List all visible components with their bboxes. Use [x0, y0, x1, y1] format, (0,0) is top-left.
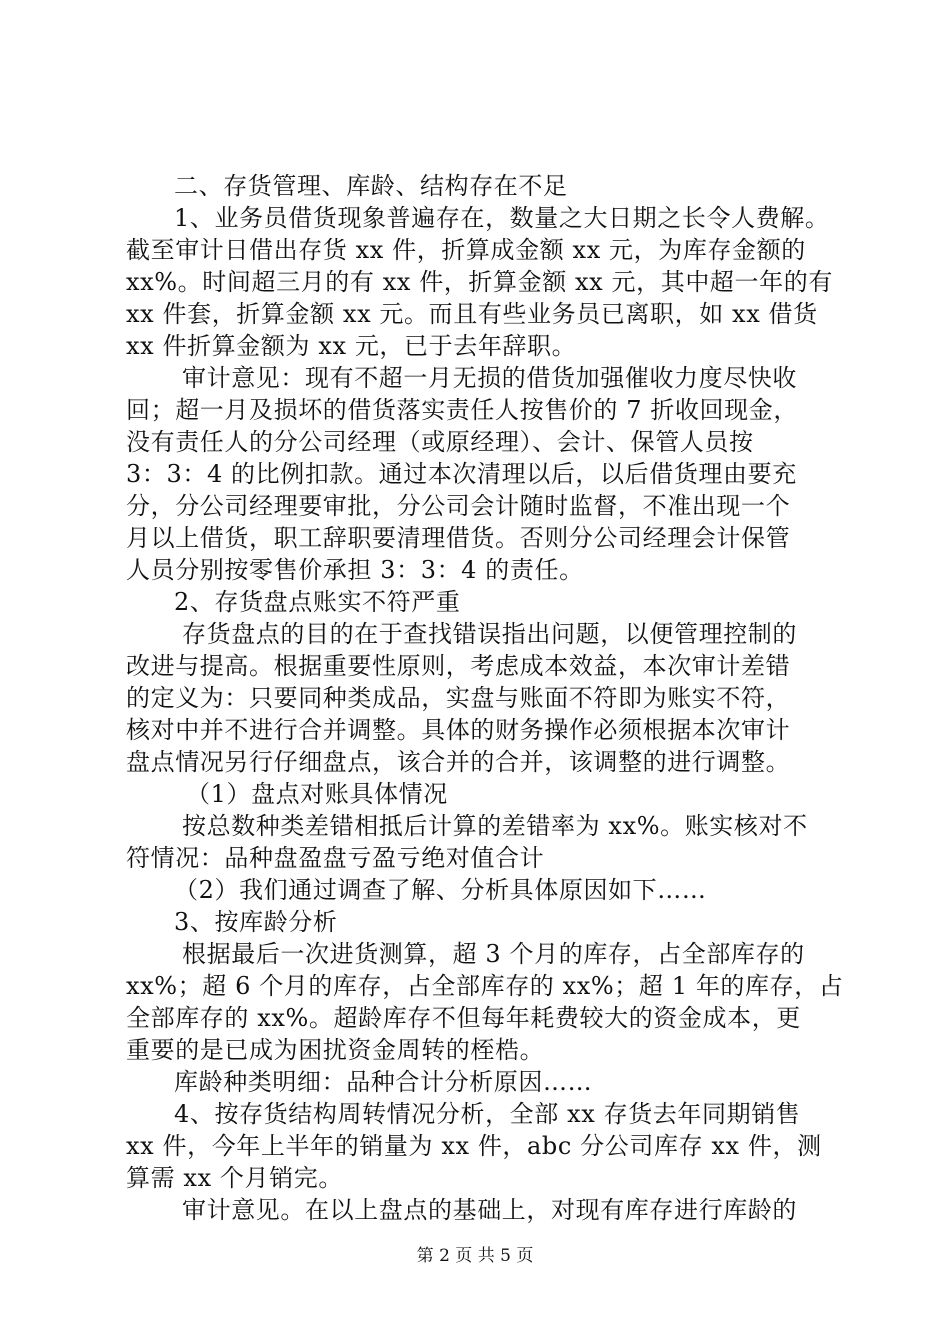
paragraph-line: 盘点情况另行仔细盘点，该合并的合并，该调整的进行调整。: [126, 748, 791, 776]
paragraph-line: 改进与提高。根据重要性原则，考虑成本效益，本次审计差错: [126, 652, 791, 680]
document-body: [126, 170, 844, 1226]
paragraph-line: 核对中并不进行合并调整。具体的财务操作必须根据本次审计: [126, 716, 791, 744]
paragraph-line: 审计意见：现有不超一月无损的借货加强催收力度尽快收: [182, 364, 797, 392]
paragraph-line: 月以上借货，职工辞职要清理借货。否则分公司经理会计保管: [126, 524, 791, 552]
paragraph-line: （2）我们通过调查了解、分析具体原因如下……: [174, 876, 707, 904]
subsection-heading: （1）盘点对账具体情况: [186, 780, 448, 808]
subsection-heading: 3、按库龄分析: [174, 908, 338, 936]
paragraph-line: 1、业务员借货现象普遍存在，数量之大日期之长令人费解。: [174, 204, 830, 232]
paragraph-line: 算需 xx 个月销完。: [126, 1164, 343, 1192]
paragraph-line: xx%。时间超三月的有 xx 件，折算金额 xx 元，其中超一年的有: [126, 268, 833, 296]
paragraph-line: 库龄种类明细：品种合计分析原因……: [174, 1068, 593, 1096]
paragraph-line: 审计意见。在以上盘点的基础上，对现有库存进行库龄的: [182, 1196, 797, 1224]
paragraph-line: 人员分别按零售价承担 3：3：4 的责任。: [126, 556, 584, 584]
paragraph-line: 的定义为：只要同种类成品，实盘与账面不符即为账实不符，: [126, 684, 791, 712]
paragraph-line: 存货盘点的目的在于查找错误指出问题，以便管理控制的: [182, 620, 797, 648]
subsection-heading: 2、存货盘点账实不符严重: [174, 588, 461, 616]
paragraph-line: 没有责任人的分公司经理（或原经理）、会计、保管人员按: [126, 428, 754, 456]
paragraph-line: 3：3：4 的比例扣款。通过本次清理以后，以后借货理由要充: [126, 460, 797, 488]
paragraph-line: xx 件折算金额为 xx 元，已于去年辞职。: [126, 332, 577, 360]
paragraph-line: xx 件，今年上半年的销量为 xx 件，abc 分公司库存 xx 件，测: [126, 1132, 822, 1160]
paragraph-line: 截至审计日借出存货 xx 件，折算成金额 xx 元，为库存金额的: [126, 236, 806, 264]
paragraph-line: 全部库存的 xx%。超龄库存不但每年耗费较大的资金成本，更: [126, 1004, 801, 1032]
paragraph-line: 4、按存货结构周转情况分析，全部 xx 存货去年同期销售: [174, 1100, 801, 1128]
paragraph-line: xx 件套，折算金额 xx 元。而且有些业务员已离职，如 xx 借货: [126, 300, 818, 328]
paragraph-line: 符情况：品种盘盈盘亏盈亏绝对值合计: [126, 844, 545, 872]
paragraph-line: 按总数种类差错相抵后计算的差错率为 xx%。账实核对不: [182, 812, 808, 840]
paragraph-line: 根据最后一次进货测算，超 3 个月的库存，占全部库存的: [182, 940, 805, 968]
paragraph-line: xx%；超 6 个月的库存，占全部库存的 xx%；超 1 年的库存，占: [126, 972, 844, 1000]
page-footer: 第 2 页 共 5 页: [416, 1246, 534, 1266]
paragraph-line: 重要的是已成为困扰资金周转的桎梏。: [126, 1036, 545, 1064]
paragraph-line: 回；超一月及损坏的借货落实责任人按售价的 7 折收回现金，: [126, 396, 798, 424]
paragraph-line: 分，分公司经理要审批，分公司会计随时监督，不准出现一个: [126, 492, 791, 520]
section-heading: 二、存货管理、库龄、结构存在不足: [174, 172, 568, 200]
